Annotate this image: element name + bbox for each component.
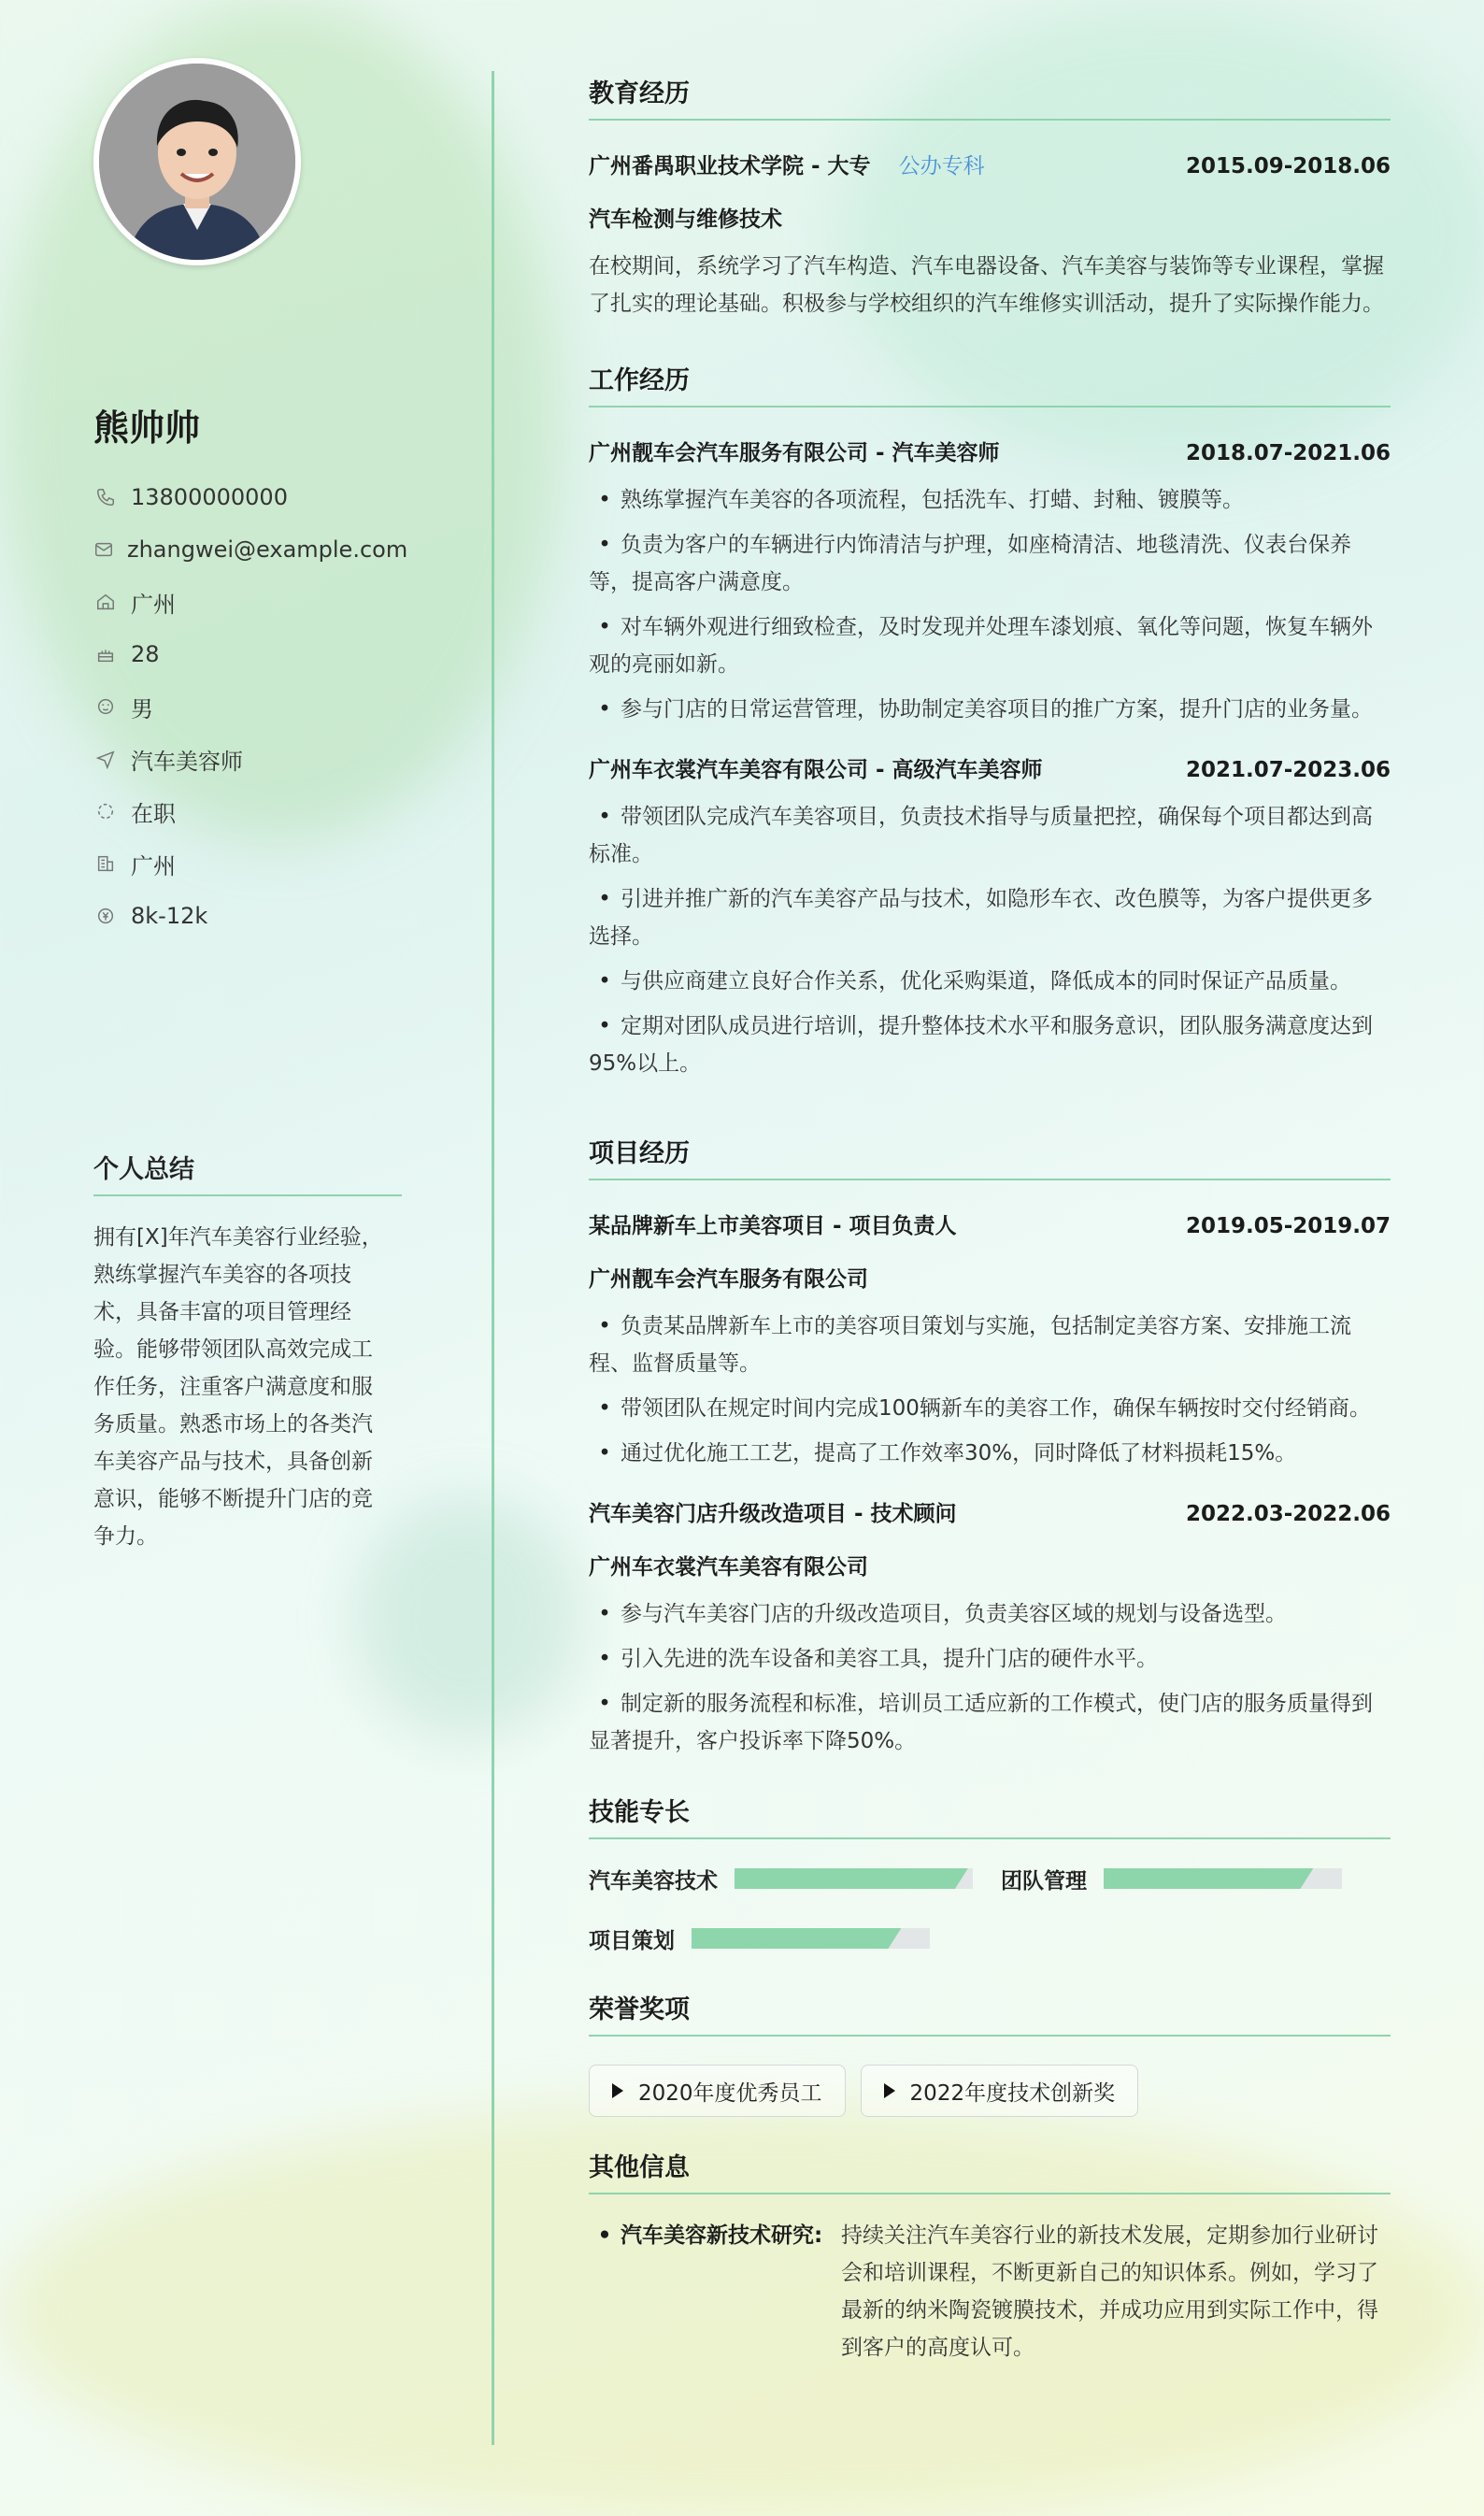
contact-phone — [93, 471, 402, 523]
contact-text: zhangwei@example.com — [127, 536, 408, 563]
other-title: 其他信息 — [589, 2147, 1391, 2194]
building-icon — [93, 851, 118, 876]
list-item: • 负责某品牌新车上市的美容项目策划与实施，包括制定美容方案、安排施工流程、监督质量等。 — [589, 1308, 1391, 1382]
education-period: 2015.09-2018.06 — [1185, 154, 1391, 179]
list-item: • 引入先进的洗车设备和美容工具，提升门店的硬件水平。 — [589, 1640, 1391, 1678]
mail-icon — [93, 537, 114, 562]
work-title: 工作经历 — [589, 360, 1391, 407]
contact-text: 8k-12k — [131, 903, 208, 929]
contact-position — [93, 733, 402, 785]
list-item: • 负责为客户的车辆进行内饰清洁与护理，如座椅清洁、地毯清洗、仪表台保养等，提高客户满意度。 — [589, 526, 1391, 601]
avatar — [93, 58, 301, 265]
list-item: • 与供应商建立良好合作关系，优化采购渠道，降低成本的同时保证产品质量。 — [589, 963, 1391, 1000]
list-item: • 带领团队完成汽车美容项目，负责技术指导与质量把控，确保每个项目都达到高标准。 — [589, 798, 1391, 873]
main-content — [589, 73, 1391, 2366]
list-item: • 熟练掌握汽车美容的各项流程，包括洗车、打蜡、封釉、镀膜等。 — [589, 481, 1391, 519]
gender-icon — [93, 694, 118, 719]
work-item-bullets — [589, 798, 1391, 1082]
contact-text: 广州 — [131, 591, 176, 618]
education-tag: 公办专科 — [898, 154, 985, 179]
candidate-name: 熊帅帅 — [93, 407, 201, 449]
contact-text: 汽车美容师 — [131, 748, 243, 775]
list-item: • 带领团队在规定时间内完成100辆新车的美容工作，确保车辆按时交付经销商。 — [589, 1390, 1391, 1427]
education-row — [589, 149, 1391, 179]
skill-name: 项目策划 — [589, 1928, 675, 1953]
project-item-period: 2022.03-2022.06 — [1185, 1502, 1391, 1526]
status-icon — [93, 799, 118, 823]
project-item-header — [589, 1496, 1391, 1527]
play-icon — [884, 2083, 895, 2098]
list-item: • 引进并推广新的汽车美容产品与技术，如隐形车衣、改色膜等，为客户提供更多选择。 — [589, 880, 1391, 955]
contact-age — [93, 628, 402, 680]
list-item: • 制定新的服务流程和标准，培训员工适应新的工作模式，使门店的服务质量得到显著提升，客户投诉率下降50%。 — [589, 1685, 1391, 1760]
send-icon — [93, 747, 118, 771]
contact-text: 13800000000 — [131, 484, 288, 510]
project-item-company: 广州靓车会汽车服务有限公司 — [589, 1267, 868, 1292]
home-icon — [93, 590, 118, 614]
education-school-wrap — [589, 149, 985, 179]
skill-name: 汽车美容技术 — [589, 1868, 718, 1894]
list-item: • 参与汽车美容门店的升级改造项目，负责美容区域的规划与设备选型。 — [589, 1595, 1391, 1633]
skill-name: 团队管理 — [1001, 1868, 1087, 1894]
cake-icon — [93, 642, 118, 666]
contact-city — [93, 837, 402, 890]
project-item-title: 某品牌新车上市美容项目 - 项目负责人 — [589, 1214, 957, 1238]
awards-list — [589, 2065, 1391, 2117]
skill-item — [1001, 1849, 1342, 1908]
project-item-header — [589, 1208, 1391, 1239]
contact-list — [93, 471, 408, 942]
awards-title: 荣誉奖项 — [589, 1989, 1391, 2037]
project-item-period: 2019.05-2019.07 — [1185, 1214, 1391, 1238]
skill-bar-fill — [692, 1928, 901, 1949]
contact-salary — [93, 890, 402, 942]
contact-gender — [93, 680, 402, 733]
summary-text: 拥有[X]年汽车美容行业经验，熟练掌握汽车美容的各项技术，具备丰富的项目管理经验。能够带领团队高效完成工作任务，注重客户满意度和服务质量。熟悉市场上的各类汽车美容产品与技术，具备创新意识，能够不断提升门店的竞争力。 — [93, 1225, 383, 1549]
contact-status — [93, 785, 402, 837]
skills-list — [589, 1849, 1391, 1968]
salary-icon — [93, 904, 118, 928]
projects-title: 项目经历 — [589, 1133, 1391, 1180]
list-item: • 定期对团队成员进行培训，提升整体技术水平和服务意识，团队服务满意度达到95%以上。 — [589, 1008, 1391, 1082]
skill-bar — [692, 1928, 930, 1949]
skill-item — [589, 1849, 973, 1908]
contact-location — [93, 576, 402, 628]
other-text: 持续关注汽车美容行业的新技术发展，定期参加行业研讨会和培训课程，不断更新自己的知识体系。例如，学习了最新的纳米陶瓷镀膜技术，并成功应用到实际工作中，得到客户的高度认可。 — [841, 2223, 1378, 2360]
award-item — [861, 2065, 1139, 2117]
contact-text: 男 — [131, 695, 153, 722]
contact-email — [93, 523, 408, 576]
project-item-bullets — [589, 1595, 1391, 1760]
summary-title: 个人总结 — [93, 1149, 402, 1196]
skill-bar-fill — [735, 1868, 968, 1889]
work-item-title: 广州靓车会汽车服务有限公司 - 汽车美容师 — [589, 441, 1000, 465]
play-icon — [612, 2083, 623, 2098]
award-label: 2022年度技术创新奖 — [909, 2080, 1116, 2106]
list-item: • 参与门店的日常运营管理，协助制定美容项目的推广方案，提升门店的业务量。 — [589, 691, 1391, 728]
award-item — [589, 2065, 846, 2117]
skill-bar — [735, 1868, 973, 1889]
column-divider — [492, 71, 494, 2445]
education-desc: 在校期间，系统学习了汽车构造、汽车电器设备、汽车美容与装饰等专业课程，掌握了扎实的理论基础。积极参与学校组织的汽车维修实训活动，提升了实际操作能力。 — [589, 254, 1384, 316]
award-label: 2020年度优秀员工 — [638, 2080, 822, 2106]
work-item-bullets — [589, 481, 1391, 728]
contact-text: 广州 — [131, 852, 176, 879]
phone-icon — [93, 485, 118, 509]
other-label: • 汽车美容新技术研究: — [589, 2217, 841, 2366]
education-major: 汽车检测与维修技术 — [589, 207, 782, 232]
contact-text: 28 — [131, 641, 160, 667]
other-item — [589, 2217, 1391, 2366]
project-item-bullets — [589, 1308, 1391, 1472]
work-item-period: 2018.07-2021.06 — [1185, 441, 1391, 465]
list-item: • 对车辆外观进行细致检查，及时发现并处理车漆划痕、氧化等问题，恢复车辆外观的亮丽如新。 — [589, 608, 1391, 683]
list-item: • 通过优化施工工艺，提高了工作效率30%，同时降低了材料损耗15%。 — [589, 1435, 1391, 1472]
skill-item — [589, 1908, 930, 1968]
project-item-title: 汽车美容门店升级改造项目 - 技术顾问 — [589, 1502, 957, 1526]
skill-bar — [1104, 1868, 1342, 1889]
project-item-company: 广州车衣裳汽车美容有限公司 — [589, 1555, 868, 1580]
sidebar — [93, 58, 408, 1549]
work-item-header — [589, 436, 1391, 466]
work-item-period: 2021.07-2023.06 — [1185, 758, 1391, 782]
education-school: 广州番禺职业技术学院 - 大专 — [589, 154, 871, 179]
contact-text: 在职 — [131, 800, 176, 827]
work-item-header — [589, 752, 1391, 783]
skills-title: 技能专长 — [589, 1792, 1391, 1839]
work-item-title: 广州车衣裳汽车美容有限公司 - 高级汽车美容师 — [589, 758, 1043, 782]
skill-bar-fill — [1104, 1868, 1313, 1889]
education-title: 教育经历 — [589, 73, 1391, 121]
